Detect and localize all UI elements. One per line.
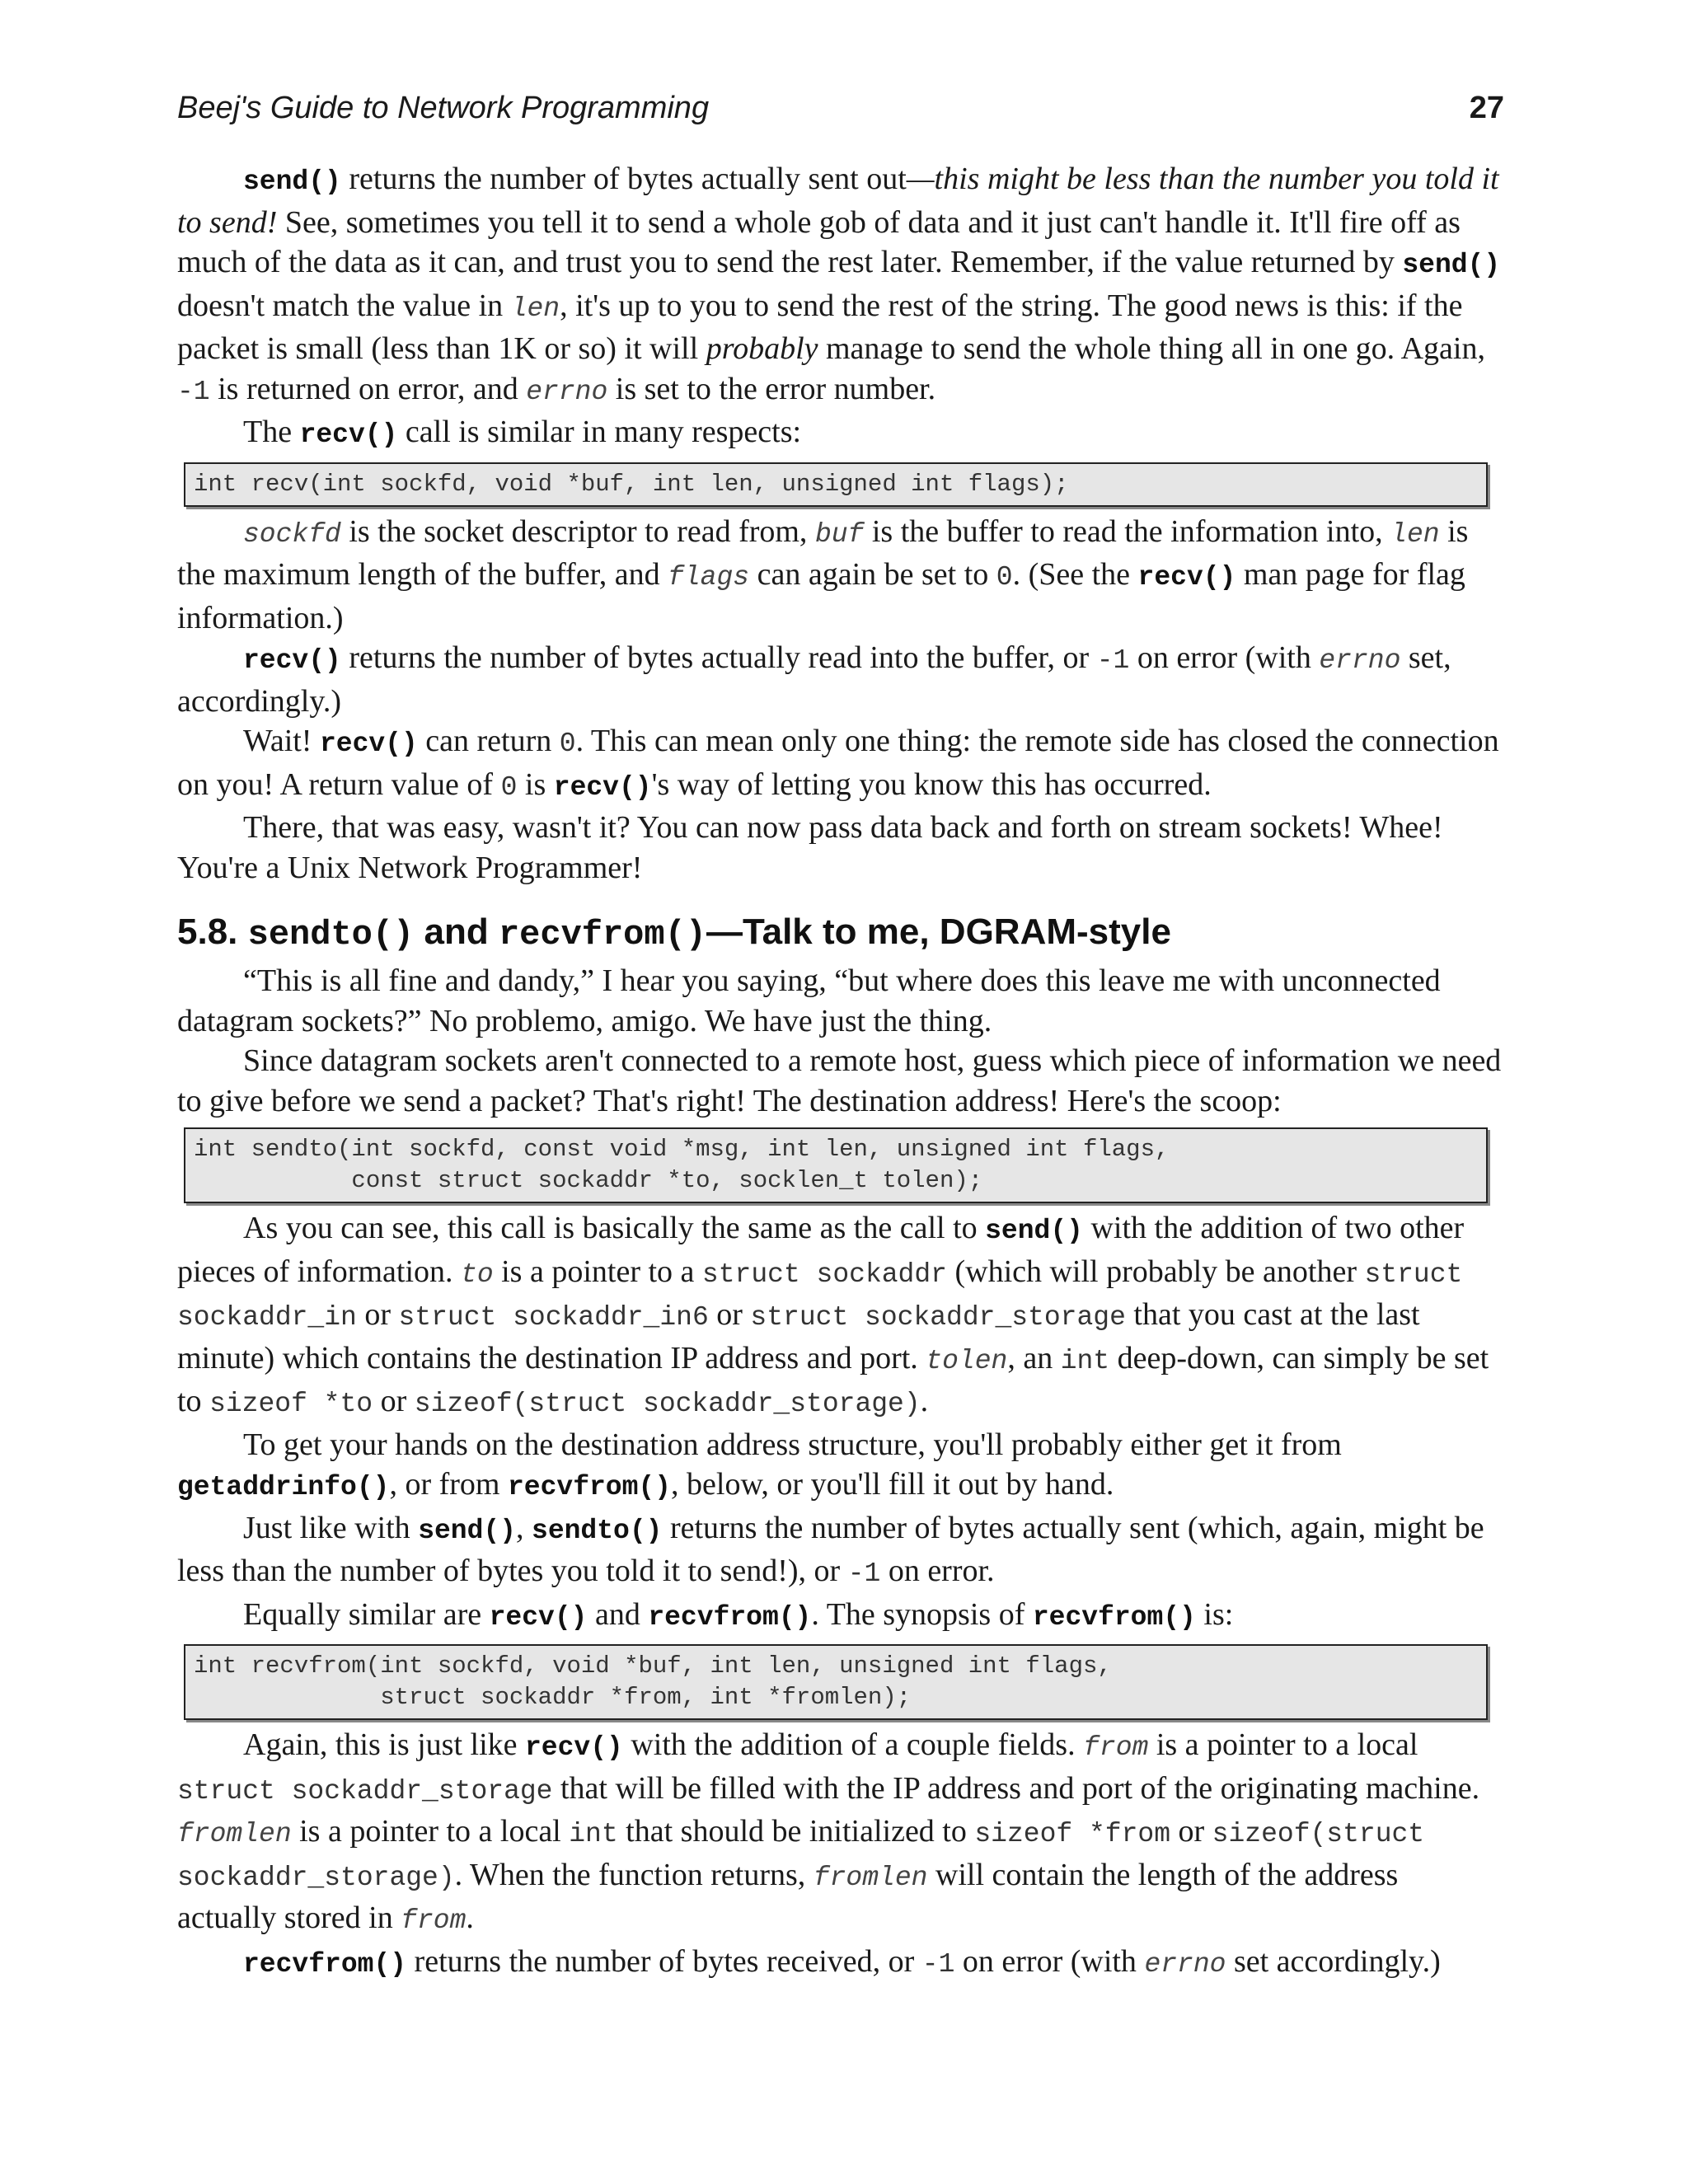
func-name: recv()	[525, 1732, 623, 1763]
text: is the buffer to read the information into,	[864, 513, 1391, 549]
text: . The synopsis of	[811, 1596, 1033, 1632]
code-literal: 0	[559, 729, 576, 759]
text: with the addition of a couple fields.	[622, 1727, 1084, 1762]
code-literal: 0	[996, 562, 1013, 593]
text: . (See the	[1012, 557, 1138, 592]
text: doesn't match the value in	[177, 288, 511, 323]
text: call is similar in many respects:	[397, 415, 802, 449]
text: As you can see, this call is basically the same as the call to	[243, 1211, 986, 1245]
param-name: to	[461, 1258, 494, 1290]
text: that should be initialized to	[617, 1814, 975, 1849]
text: (which will probably be another	[946, 1254, 1365, 1289]
text: manage to send the whole thing all in one go. Again,	[818, 331, 1485, 366]
book-title: Beej's Guide to Network Programming	[177, 91, 710, 125]
text: is	[517, 766, 554, 802]
document-page	[177, 91, 1504, 1985]
paragraph-whee: There, that was easy, wasn't it? You can now pass data back and forth on stream sockets! Whee! You're a Unix Network Programmer!	[177, 810, 1443, 885]
paragraph-recv-return	[177, 638, 1504, 721]
text: returns the number of bytes received, or	[406, 1943, 922, 1979]
text: ,	[516, 1510, 532, 1545]
text: is set to the error number.	[607, 371, 936, 406]
text: or	[373, 1384, 415, 1418]
paragraph-recv-intro	[177, 412, 1504, 456]
code-literal: struct sockaddr_storage	[750, 1302, 1126, 1333]
param-name: len	[1390, 518, 1440, 550]
code-literal: -1	[1096, 645, 1130, 676]
text: and	[587, 1596, 649, 1632]
func-name: recvfrom()	[648, 1601, 812, 1633]
text: can again be set to	[749, 557, 996, 592]
code-block-recv: int recv(int sockfd, void *buf, int len, unsigned int flags);	[184, 462, 1488, 507]
text: is:	[1195, 1596, 1234, 1632]
code-block-sendto: int sendto(int sockfd, const void *msg, int len, unsigned int flags, const struct sockaddr *to, socklen_t tolen);	[184, 1127, 1488, 1203]
param-name: fromlen	[177, 1819, 292, 1849]
func-name: recv()	[243, 645, 341, 676]
func-name: getaddrinfo()	[177, 1472, 390, 1502]
text: —Talk to me, DGRAM-style	[706, 912, 1171, 952]
func-name: recvfrom()	[507, 1472, 672, 1502]
code-literal: int	[1060, 1345, 1110, 1376]
func-name: sendto()	[247, 915, 415, 954]
text: can return	[417, 724, 560, 758]
paragraph-scoop: Since datagram sockets aren't connected to a remote host, guess which piece of information we need to give before we send a packet? That's right! The destination address! Here's the scoop:	[177, 1043, 1502, 1118]
text: that you cast at the last minute) which contains the destination IP address and port.	[177, 1297, 1420, 1376]
code-block-recvfrom: int recvfrom(int sockfd, void *buf, int len, unsigned int flags, struct sockaddr *from, int *fromlen);	[184, 1644, 1488, 1720]
paragraph-sendto-params	[177, 1208, 1504, 1425]
code-literal: int	[569, 1819, 618, 1849]
text: 's way of letting you know this has occurred.	[651, 766, 1212, 802]
func-name: send()	[243, 166, 341, 197]
text: . This can mean only one thing: the remote side has closed the connection on you! A return value of	[177, 724, 1499, 802]
func-name: sendto()	[532, 1515, 663, 1546]
param-name: fromlen	[813, 1862, 928, 1893]
text: man page for flag information.)	[177, 557, 1465, 635]
func-name: send()	[985, 1216, 1083, 1246]
code-literal: -1	[921, 1948, 955, 1980]
paragraph-recvfrom-return	[177, 1942, 1504, 1985]
text: , below, or you'll fill it out by hand.	[671, 1467, 1114, 1502]
code-literal: sizeof *from	[974, 1819, 1171, 1849]
emphasis: probably	[706, 331, 818, 366]
func-name: send()	[418, 1515, 517, 1546]
func-name: recvfrom()	[498, 915, 706, 954]
text: .	[920, 1384, 929, 1418]
text: set, accordingly.)	[177, 640, 1451, 719]
code-literal: struct sockaddr_storage	[177, 1775, 553, 1807]
text: is a pointer to a local	[291, 1814, 570, 1849]
text: The	[243, 415, 300, 449]
param-name: from	[1083, 1732, 1149, 1763]
param-name: tolen	[926, 1345, 1008, 1376]
text: will contain the length of the address actually stored in	[177, 1857, 1399, 1935]
text: on error (with	[954, 1943, 1145, 1979]
code-literal: sizeof(struct sockaddr_storage)	[414, 1389, 921, 1419]
text: on error (with	[1129, 640, 1320, 675]
text: , it's up to you to send the rest of the string. The good news is this: if the packet is small (less than 1K or so) it will	[177, 288, 1463, 366]
code-literal: -1	[177, 376, 210, 407]
code-literal: sizeof *to	[209, 1389, 373, 1419]
func-name: recv()	[299, 419, 398, 450]
text: To get your hands on the destination address structure, you'll probably either get it from	[243, 1427, 1342, 1462]
section-heading	[177, 909, 1504, 958]
text: Equally similar are	[243, 1596, 490, 1632]
paragraph-sendto-return	[177, 1508, 1504, 1595]
text: or	[356, 1297, 399, 1332]
code-literal: 0	[500, 771, 518, 803]
param-name: buf	[814, 518, 865, 550]
paragraph-recv-zero	[177, 721, 1504, 808]
text: deep-down, can simply be set to	[177, 1340, 1489, 1418]
param-name: errno	[1319, 645, 1401, 676]
text: returns the number of bytes actually sent out	[340, 162, 907, 196]
func-name: recvfrom()	[1032, 1601, 1196, 1633]
text: returns the number of bytes actually sent (which, again, might be less than the number of bytes you told it to send!), or	[177, 1510, 1484, 1588]
param-name: errno	[526, 376, 608, 407]
section-number: 5.8.	[177, 912, 248, 952]
text: is a pointer to a local	[1148, 1727, 1418, 1762]
paragraph-recv-params	[177, 512, 1504, 639]
text: , an	[1007, 1340, 1061, 1376]
text: . When the function returns,	[454, 1857, 814, 1892]
text: is the socket descriptor to read from,	[340, 513, 815, 549]
text: set accordingly.)	[1226, 1943, 1441, 1979]
func-name: recv()	[319, 729, 418, 759]
text: , or from	[389, 1467, 508, 1502]
text: Again, this is just like	[243, 1727, 525, 1762]
text: Wait!	[243, 724, 320, 758]
param-name: len	[510, 293, 560, 324]
func-name: recv()	[489, 1601, 588, 1633]
text: .	[466, 1900, 474, 1935]
text: is a pointer to a	[493, 1254, 702, 1289]
text: that will be filled with the IP address and port of the originating machine.	[552, 1770, 1480, 1806]
code-literal: struct sockaddr_in6	[398, 1302, 709, 1333]
param-name: sockfd	[243, 518, 341, 550]
text: See, sometimes you tell it to send a whole gob of data and it just can't handle it. It'll fire off as much of the data as it can, and trust you to send the rest later. Remember, if the value returned by	[177, 204, 1461, 279]
code-literal: sizeof(struct sockaddr_storage)	[177, 1819, 1425, 1893]
text: returns the number of bytes actually read into the buffer, or	[340, 640, 1097, 675]
emphasis: —this might be less than the number you told it to send!	[177, 162, 1499, 240]
paragraph-recvfrom-params	[177, 1725, 1504, 1942]
text: with the addition of two other pieces of information.	[177, 1211, 1465, 1289]
paragraph-send-return	[177, 159, 1504, 412]
paragraph-dandy: “This is all fine and dandy,” I hear you saying, “but where does this leave me with unconnected datagram sockets?” No problemo, amigo. We have just the thing.	[177, 963, 1441, 1038]
func-name: send()	[1402, 250, 1501, 280]
code-literal: struct sockaddr_in	[177, 1258, 1463, 1333]
code-literal: -1	[847, 1558, 881, 1589]
text: Just like with	[243, 1510, 419, 1545]
text: is returned on error, and	[209, 371, 527, 406]
text: or	[1170, 1814, 1212, 1849]
param-name: errno	[1144, 1948, 1226, 1980]
text: or	[708, 1297, 751, 1332]
func-name: recv()	[553, 771, 652, 803]
paragraph-dest-address	[177, 1425, 1504, 1508]
code-literal: struct sockaddr	[701, 1258, 947, 1290]
func-name: recvfrom()	[243, 1948, 407, 1980]
text: and	[414, 912, 499, 952]
text: is the maximum length of the buffer, and	[177, 513, 1469, 592]
page-number: 27	[1469, 91, 1504, 125]
func-name: recv()	[1137, 562, 1236, 593]
paragraph-recvfrom-intro	[177, 1595, 1504, 1638]
param-name: flags	[668, 562, 750, 593]
page-header	[177, 91, 1504, 126]
param-name: from	[401, 1905, 467, 1936]
text: on error.	[880, 1554, 995, 1588]
